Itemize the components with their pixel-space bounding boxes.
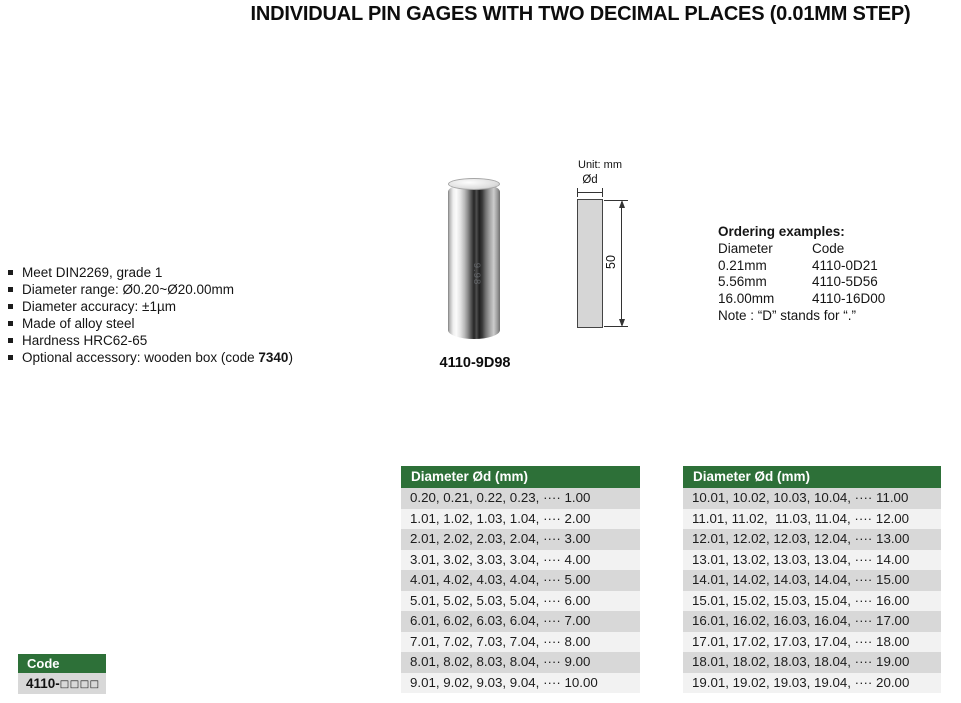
table-row: 13.01, 13.02, 13.03, 13.04, ···· 14.00 [683, 550, 941, 571]
table-row: 12.01, 12.02, 12.03, 12.04, ···· 13.00 [683, 529, 941, 550]
arrow-down-icon [619, 319, 625, 327]
table-header: Diameter Ød (mm) [683, 466, 941, 488]
table-row: 2.01, 2.02, 2.03, 2.04, ···· 3.00 [401, 529, 640, 550]
table-row: 14.01, 14.02, 14.03, 14.04, ···· 15.00 [683, 570, 941, 591]
table-row: 6.01, 6.02, 6.03, 6.04, ···· 7.00 [401, 611, 640, 632]
ordering-col-code: Code [812, 241, 845, 256]
ordering-col-diameter: Diameter [718, 241, 773, 256]
pin-outline-drawing [577, 199, 603, 328]
code-header: Code [18, 654, 106, 673]
feature-item [8, 281, 293, 298]
table-row: 8.01, 8.02, 8.03, 8.04, ···· 9.00 [401, 652, 640, 673]
diameter-table-2 [683, 466, 941, 693]
dimension-tick [577, 188, 578, 197]
accessory-code: 7340 [258, 350, 289, 365]
feature-item [8, 315, 293, 332]
diameter-table-1 [401, 466, 640, 693]
table-header: Diameter Ød (mm) [401, 466, 640, 488]
arrow-up-icon [619, 200, 625, 208]
code-block [18, 654, 106, 694]
ordering-row: 5.56mm 4110-5D56 [718, 274, 878, 289]
table-row: 10.01, 10.02, 10.03, 10.04, ···· 11.00 [683, 488, 941, 509]
pin-cylinder [448, 183, 500, 339]
code-value: 4110-□□□□ [18, 673, 106, 694]
feature-text: Diameter range: Ø0.20~Ø20.00mm [22, 282, 234, 297]
table-row: 16.01, 16.02, 16.03, 16.04, ···· 17.00 [683, 611, 941, 632]
product-code-label: 4110-9D98 [439, 355, 511, 371]
ordering-examples [718, 224, 885, 324]
table-row: 3.01, 3.02, 3.03, 3.04, ···· 4.00 [401, 550, 640, 571]
feature-text: Hardness HRC62-65 [22, 333, 148, 348]
table-row: 1.01, 1.02, 1.03, 1.04, ···· 2.00 [401, 509, 640, 530]
width-dimension-line [577, 192, 603, 193]
unit-label: Unit: mm [578, 159, 622, 171]
table-row: 5.01, 5.02, 5.03, 5.04, ···· 6.00 [401, 591, 640, 612]
pin-gage-photo [448, 178, 500, 339]
diameter-dim-label: Ød [582, 174, 598, 186]
table-row: 9.01, 9.02, 9.03, 9.04, ···· 10.00 [401, 673, 640, 694]
feature-item [8, 332, 293, 349]
page-title: INDIVIDUAL PIN GAGES WITH TWO DECIMAL PLACES (0.01MM STEP) [250, 3, 911, 25]
table-row: 19.01, 19.02, 19.03, 19.04, ···· 20.00 [683, 673, 941, 694]
bullet-icon [8, 321, 13, 326]
feature-item [8, 298, 293, 315]
ordering-row: 0.21mm 4110-0D21 [718, 257, 878, 273]
feature-text: Diameter accuracy: ±1µm [22, 299, 176, 314]
feature-item [8, 264, 293, 281]
ordering-row: 16.00mm 4110-16D00 [718, 290, 886, 306]
dimension-tick [602, 188, 603, 197]
code-placeholder-boxes: □□□□ [59, 679, 100, 690]
table-row: 4.01, 4.02, 4.03, 4.04, ···· 5.00 [401, 570, 640, 591]
feature-text: Made of alloy steel [22, 316, 135, 331]
table-row: 7.01, 7.02, 7.03, 7.04, ···· 8.00 [401, 632, 640, 653]
table-row: 15.01, 15.02, 15.03, 15.04, ···· 16.00 [683, 591, 941, 612]
length-dimension-line [621, 202, 622, 325]
table-row: 17.01, 17.02, 17.03, 17.04, ···· 18.00 [683, 632, 941, 653]
ordering-title: Ordering examples: [718, 224, 845, 239]
pin-top-face [448, 178, 500, 190]
table-row: 18.01, 18.02, 18.03, 18.04, ···· 19.00 [683, 652, 941, 673]
bullet-icon [8, 304, 13, 309]
features-list [8, 264, 293, 366]
table-row: 11.01, 11.02, 11.03, 11.04, ···· 12.00 [683, 509, 941, 530]
ordering-note: Note : “D” stands for “.” [718, 308, 857, 323]
feature-item [8, 349, 293, 366]
bullet-icon [8, 287, 13, 292]
length-dim-label: 50 [604, 255, 618, 269]
bullet-icon [8, 355, 13, 360]
feature-text: Meet DIN2269, grade 1 [22, 265, 163, 280]
bullet-icon [8, 338, 13, 343]
pin-engraved-marking: 9.98 [471, 262, 482, 286]
feature-text: Optional accessory: wooden box (code 7340) [22, 350, 293, 365]
bullet-icon [8, 270, 13, 275]
table-row: 0.20, 0.21, 0.22, 0.23, ···· 1.00 [401, 488, 640, 509]
ordering-header-row [718, 241, 885, 258]
